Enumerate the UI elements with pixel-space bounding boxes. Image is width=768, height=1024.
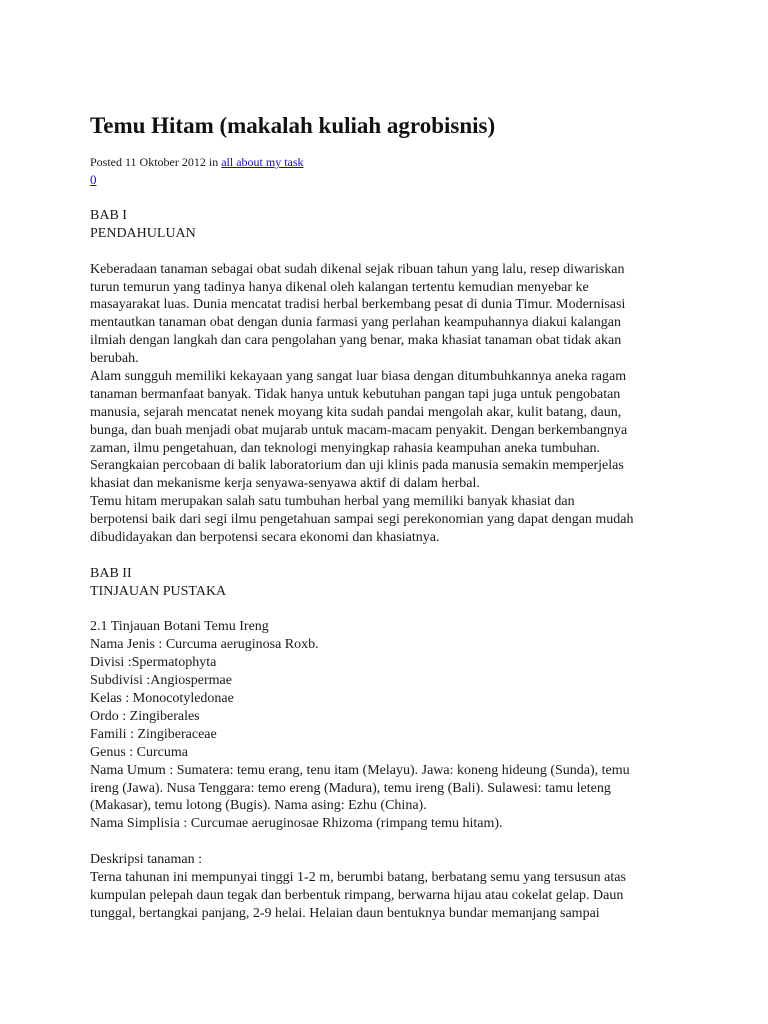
text-line: tanaman bermanfaat banyak. Tidak hanya untuk kebutuhan pangan tapi juga untuk pengobatan <box>90 386 621 402</box>
text-line: Serangkaian percobaan di balik laboratorium dan uji klinis pada manusia semakin memperjelas <box>90 458 624 474</box>
text-line: Nama Simplisia : Curcumae aeruginosae Rhizoma (rimpang temu hitam). <box>90 816 503 832</box>
text-line: 2.1 Tinjauan Botani Temu Ireng <box>90 619 269 635</box>
text-line: turun temurun yang tadinya hanya dikenal oleh kalangan tertentu kemudian menyebar ke <box>90 279 589 295</box>
text-line: ilmiah dengan langkah dan cara pengolahan yang benar, maka khasiat tanaman obat tidak akan <box>90 333 622 349</box>
text-line: dibudidayakan dan berpotensi secara ekonomi dan khasiatnya. <box>90 530 440 546</box>
text-line: masayarakat luas. Dunia mencatat tradisi herbal berkembang pesat di dunia Timur. Modernisasi <box>90 297 626 313</box>
post-title: Temu Hitam (makalah kuliah agrobisnis) <box>90 113 496 138</box>
comment-count-link[interactable]: 0 <box>90 172 97 187</box>
comment-count <box>90 172 97 188</box>
text-line: BAB II <box>90 565 132 581</box>
text-line: Terna tahunan ini mempunyai tinggi 1-2 m, berumbi batang, berbatang semu yang tersusun atas <box>90 869 626 885</box>
text-line: BAB I <box>90 208 127 223</box>
blank-line <box>90 243 680 261</box>
text-line: Subdivisi :Angiospermae <box>90 673 232 689</box>
text-line: Ordo : Zingiberales <box>90 708 200 724</box>
text-line: Nama Jenis : Curcuma aeruginosa Roxb. <box>90 637 319 653</box>
post-meta <box>90 155 304 170</box>
blank-line <box>90 547 680 565</box>
text-line: manusia, sejarah mencatat nenek moyang kita sudah pandai mengolah akar, kulit batang, daun, <box>90 404 622 420</box>
text-line: Keberadaan tanaman sebagai obat sudah dikenal sejak ribuan tahun yang lalu, resep diwariskan <box>90 261 625 277</box>
text-line: kumpulan pelepah daun tegak dan berbentuk rimpang, berwarna hijau atau cokelat gelap. Daun <box>90 887 624 903</box>
text-line: mentautkan tanaman obat dengan dunia farmasi yang perlahan keampuhannya diakui kalangan <box>90 315 622 331</box>
text-line: (Makasar), temu lotong (Bugis). Nama asing: Ezhu (China). <box>90 798 427 814</box>
text-line: bunga, dan buah menjadi obat mujarab untuk macam-macam penyakit. Dengan berkembangnya <box>90 422 628 438</box>
text-line: Deskripsi tanaman : <box>90 852 202 868</box>
text-line: Nama Umum : Sumatera: temu erang, tenu itam (Melayu). Jawa: koneng hideung (Sunda), temu <box>90 762 630 778</box>
blank-line <box>90 601 680 619</box>
text-line: tunggal, bertangkai panjang, 2-9 helai. Helaian daun bentuknya bundar memanjang sampai <box>90 905 600 921</box>
text-line: TINJAUAN PUSTAKA <box>90 583 227 599</box>
text-line: Genus : Curcuma <box>90 744 188 760</box>
text-line: Divisi :Spermatophyta <box>90 655 217 671</box>
text-line: Temu hitam merupakan salah satu tumbuhan herbal yang memiliki banyak khasiat dan <box>90 494 575 510</box>
text-line: Alam sungguh memiliki kekayaan yang sangat luar biasa dengan ditumbuhkannya aneka ragam <box>90 369 627 385</box>
text-line: berubah. <box>90 351 139 367</box>
text-line: khasiat dan mekanisme kerja senyawa-senyawa aktif di dalam herbal. <box>90 476 480 492</box>
text-line: berpotensi baik dari segi ilmu pengetahuan sampai segi perekonomian yang dapat dengan mudah <box>90 512 634 528</box>
category-link[interactable]: all about my task <box>221 155 304 169</box>
text-line: ireng (Jawa). Nusa Tenggara: temo ereng (Madura), temu ireng (Bali). Sulawesi: tamu leteng <box>90 780 611 796</box>
text-line: zaman, ilmu pengetahuan, dan teknologi menyingkap rahasia keampuhan aneka tumbuhan. <box>90 440 601 456</box>
blank-line <box>90 833 680 851</box>
text-line: PENDAHULUAN <box>90 225 196 241</box>
posted-date-text: Posted 11 Oktober 2012 in <box>90 155 222 169</box>
text-line: Kelas : Monocotyledonae <box>90 691 234 707</box>
text-line: Famili : Zingiberaceae <box>90 726 217 742</box>
post-body <box>90 207 680 923</box>
